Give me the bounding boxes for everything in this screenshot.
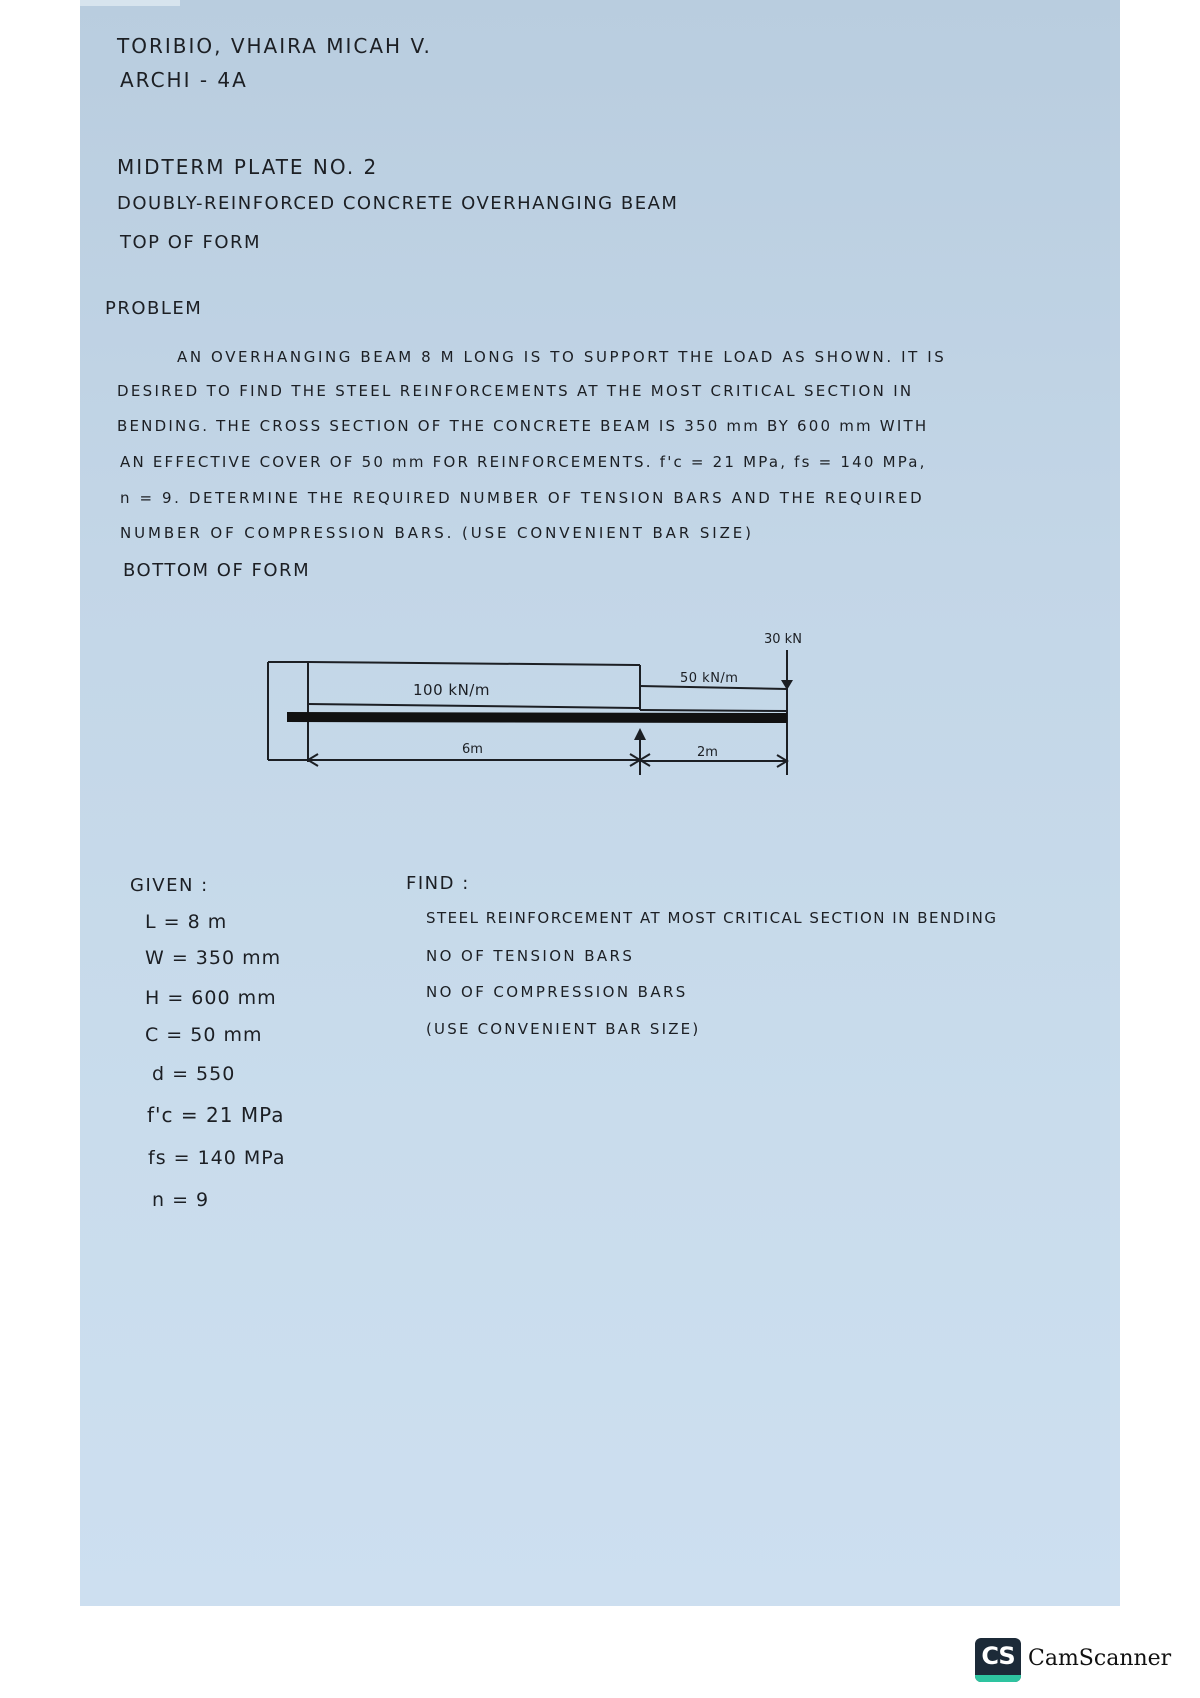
span-overhang-label: 2m (697, 745, 718, 760)
problem-line-2: DESIRED TO FIND THE STEEL REINFORCEMENTS AT THE MOST CRITICAL SECTION IN (117, 382, 914, 400)
span-main-label: 6m (462, 742, 483, 757)
find-item-3: NO OF COMPRESSION BARS (426, 983, 688, 1001)
problem-line-5: n = 9. DETERMINE THE REQUIRED NUMBER OF TENSION BARS AND THE REQUIRED (120, 489, 925, 507)
camscanner-wordmark: CamScanner (1028, 1646, 1172, 1671)
problem-line-3: BENDING. THE CROSS SECTION OF THE CONCRETE BEAM IS 350 mm BY 600 mm WITH (117, 417, 929, 435)
find-item-4: (USE CONVENIENT BAR SIZE) (426, 1020, 701, 1038)
given-cover: C = 50 mm (145, 1024, 263, 1046)
beam-member (287, 712, 787, 723)
problem-line-4: AN EFFECTIVE COVER OF 50 mm FOR REINFORCEMENTS. f'c = 21 MPa, fs = 140 MPa, (120, 453, 927, 471)
find-item-2: NO OF TENSION BARS (426, 947, 635, 965)
camscanner-logo-icon: CS (975, 1638, 1021, 1682)
top-of-form-marker: TOP OF FORM (120, 232, 262, 253)
plate-subject: DOUBLY-REINFORCED CONCRETE OVERHANGING BEAM (117, 193, 679, 214)
plate-title: MIDTERM PLATE NO. 2 (117, 155, 379, 179)
point-load-arrow (781, 650, 793, 690)
given-length: L = 8 m (145, 911, 228, 933)
problem-line-1: AN OVERHANGING BEAM 8 M LONG IS TO SUPPORT THE LOAD AS SHOWN. IT IS (177, 348, 947, 366)
given-height: H = 600 mm (145, 987, 277, 1009)
bottom-of-form-marker: BOTTOM OF FORM (123, 560, 311, 581)
point-load-label: 30 kN (764, 632, 802, 647)
given-modular-ratio: n = 9 (152, 1189, 210, 1211)
given-concrete-strength: f'c = 21 MPa (147, 1103, 285, 1127)
problem-line-6: NUMBER OF COMPRESSION BARS. (USE CONVENIENT BAR SIZE) (120, 524, 754, 542)
udl-main-label: 100 kN/m (413, 681, 490, 699)
find-item-1: STEEL REINFORCEMENT AT MOST CRITICAL SECTION IN BENDING (426, 909, 998, 927)
student-section: ARCHI - 4A (120, 68, 248, 92)
support-reaction-arrow (634, 728, 646, 775)
find-heading: FIND : (406, 873, 470, 894)
given-steel-stress: fs = 140 MPa (148, 1147, 286, 1169)
beam-load-diagram (0, 0, 1200, 820)
problem-heading: PROBLEM (105, 298, 203, 319)
given-width: W = 350 mm (145, 947, 282, 969)
given-heading: GIVEN : (130, 875, 209, 896)
udl-overhang-label: 50 kN/m (680, 671, 739, 686)
student-name: TORIBIO, VHAIRA MICAH V. (117, 34, 432, 58)
given-effective-depth: d = 550 (152, 1063, 236, 1085)
